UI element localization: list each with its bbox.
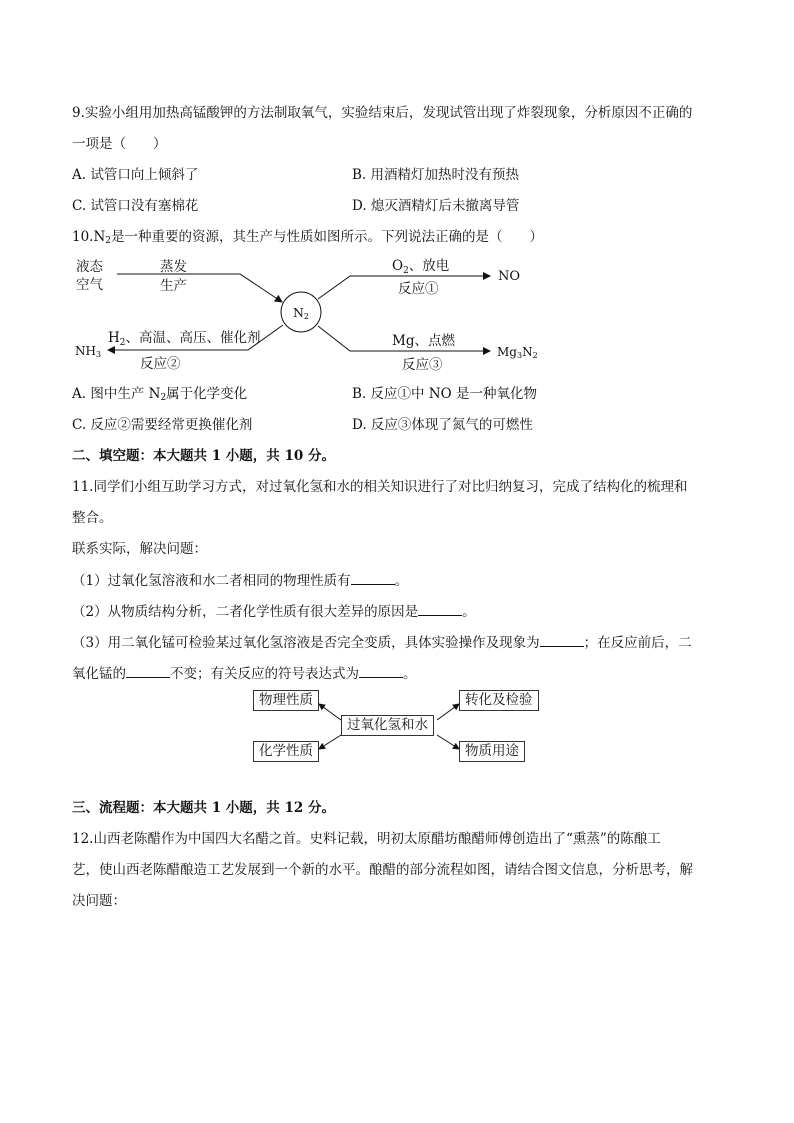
answer-blank[interactable]: [540, 634, 584, 647]
q10-stem-pre: 10.N: [72, 229, 106, 245]
q11-part1-pre: （1）过氧化氢溶液和水二者相同的物理性质有: [72, 573, 351, 589]
diagram-source-bottom: 空气: [76, 277, 103, 293]
n2-center-label: N2: [292, 305, 310, 321]
q10-stem: [72, 229, 543, 249]
q11-part1-post: 。: [394, 573, 409, 589]
diagram-source-top: 液态: [76, 259, 103, 275]
q11-part3-pre: （3）用二氧化锰可检验某过氧化氢溶液是否完全变质，具体实验操作及现象为: [72, 635, 540, 651]
q10-stem-post: 是一种重要的资源，其生产与性质如图所示。下列说法正确的是（ ）: [111, 229, 544, 245]
q10-option-d: D. 反应③体现了氮气的可燃性: [352, 417, 533, 433]
q9-option-c: C. 试管口没有塞棉花: [72, 198, 199, 214]
r3-product: Mg3N2: [497, 345, 538, 360]
q10-option-a-post: 属于化学变化: [166, 386, 248, 402]
n2-reaction-diagram: [0, 250, 794, 380]
mindmap-physical-properties: 物理性质: [253, 690, 319, 711]
mindmap-chemical-properties: 化学性质: [253, 741, 319, 762]
r1-label: 反应①: [398, 281, 439, 297]
q10-option-b: B. 反应①中 NO 是一种氧化物: [352, 386, 537, 402]
answer-blank[interactable]: [351, 572, 395, 585]
mindmap-center: 过氧化氢和水: [341, 715, 434, 736]
q12-line1: 12.山西老陈醋作为中国四大名醋之首。史料记载，明初太原醋坊酿醋师傅创造出了“熏蒸”的陈酿工: [72, 831, 661, 847]
q11-stem-line1: 11.同学们小组互助学习方式，对过氧化氢和水的相关知识进行了对比归纳复习，完成了结构化的梳理和: [72, 479, 688, 495]
q9-stem-line2: 一项是（ ）: [72, 136, 167, 152]
arrow-to-uses: [437, 735, 459, 749]
arrow-to-chemical: [319, 735, 341, 749]
r1-condition: $O_2$、放电: [392, 258, 450, 276]
arrow-to-conversion: [437, 704, 459, 720]
q9-option-a: A. 试管口向上倾斜了: [72, 167, 199, 183]
section-2-heading: 二、填空题：本大题共 1 小题，共 10 分。: [72, 448, 335, 464]
r3-label: 反应③: [402, 357, 443, 373]
arrow-to-physical: [319, 704, 341, 720]
q11-part3b-pre: 氧化锰的: [72, 666, 126, 682]
q11-part3b-post: 。: [403, 666, 417, 682]
q11-part3-mid: ；在反应前后，二: [583, 635, 692, 651]
q10-option-a-pre: A. 图中生产 N: [72, 386, 161, 402]
r2-label: 反应②: [140, 356, 181, 372]
answer-blank[interactable]: [126, 665, 170, 678]
q11-part1: [72, 572, 408, 589]
q11-part2: [72, 603, 476, 620]
diagram-prod-bottom: 生产: [160, 278, 187, 294]
r1-product: NO: [498, 269, 521, 284]
answer-blank[interactable]: [359, 665, 403, 678]
q11-stem-line2: 整合。: [72, 510, 113, 526]
q10-stem-sub: 2: [105, 236, 112, 246]
answer-blank[interactable]: [418, 603, 462, 616]
production-arrow: [117, 274, 282, 302]
mindmap-conversion-and-testing: 转化及检验: [459, 690, 539, 711]
r3-condition: Mg、点燃: [392, 333, 455, 349]
q9-stem-line1: 9.实验小组用加热高锰酸钾的方法制取氧气，实验结束后，发现试管出现了炸裂现象，分析原因不正确的: [72, 105, 693, 121]
q11-intro: 联系实际，解决问题：: [72, 541, 207, 557]
q12-line3: 决问题：: [72, 893, 126, 909]
q11-part2-post: 。: [462, 604, 476, 620]
q10-option-c: C. 反应②需要经常更换催化剂: [72, 417, 253, 433]
q10-option-a: [72, 386, 247, 406]
q12-line2: 艺，使山西老陈醋酿造工艺发展到一个新的水平。酿醋的部分流程如图，请结合图文信息，分析思考，解: [72, 862, 693, 878]
q11-part3: [72, 634, 692, 651]
q11-part2-pre: （2）从物质结构分析，二者化学性质有很大差异的原因是: [72, 604, 419, 620]
r2-product: NH3: [75, 344, 102, 359]
q11-part3b-mid: 不变；有关反应的符号表达式为: [170, 666, 359, 682]
diagram-prod-top: 蒸发: [160, 259, 187, 275]
q10-option-a-sub: 2: [160, 393, 167, 403]
section-3-heading: 三、流程题：本大题共 1 小题，共 12 分。: [72, 800, 335, 816]
r2-condition: $H_2$、高温、高压、催化剂: [108, 330, 261, 348]
mindmap-uses: 物质用途: [459, 741, 525, 762]
q9-option-b: B. 用酒精灯加热时没有预热: [352, 167, 520, 183]
q9-option-d: D. 熄灭酒精灯后未撤离导管: [352, 198, 520, 214]
